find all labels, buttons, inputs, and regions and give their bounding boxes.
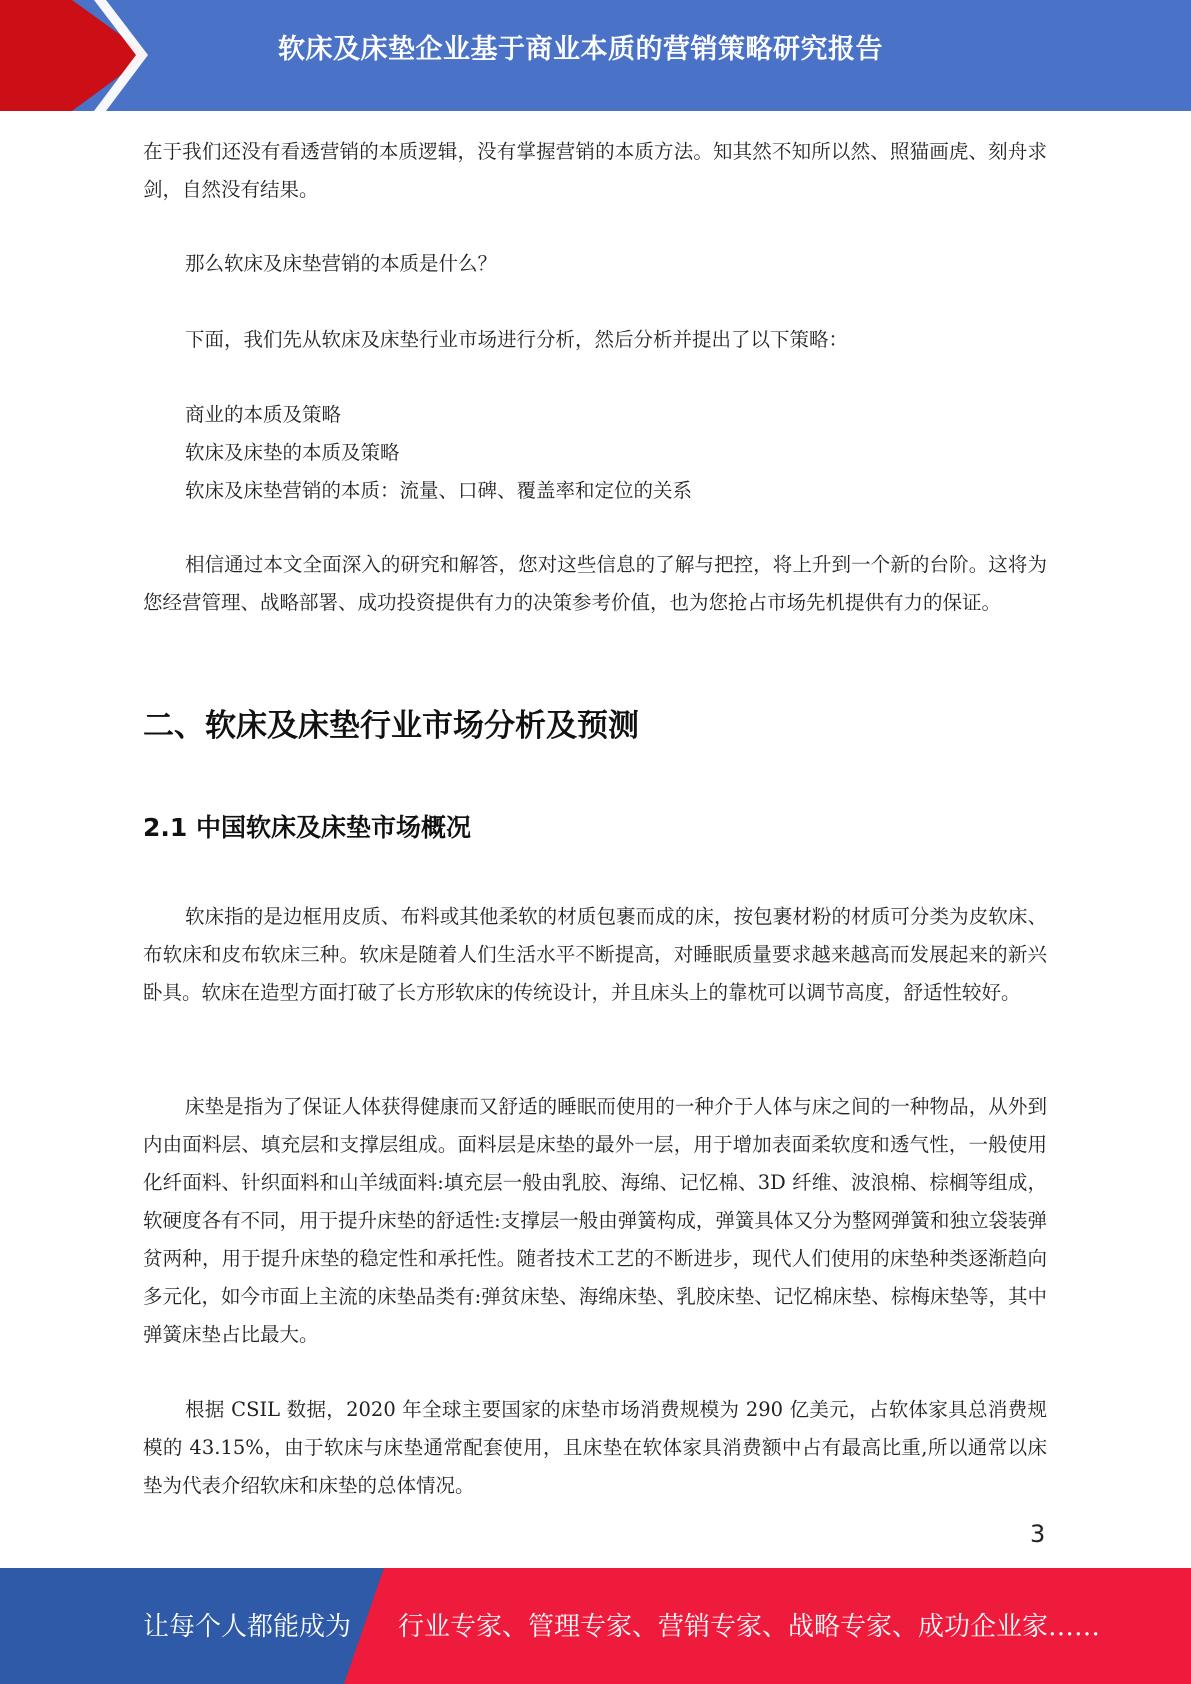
strategy-list-item-2: 软床及床垫的本质及策略 (185, 441, 400, 464)
strategy-list-item-3: 软床及床垫营销的本质：流量、口碑、覆盖率和定位的关系 (185, 479, 693, 502)
soft-bed-paragraph-block (143, 898, 1047, 1012)
page-number: 3 (1030, 1520, 1046, 1548)
page-footer (0, 1568, 1191, 1684)
intro-paragraph-4: 相信通过本文全面深入的研究和解答，您对这些信息的了解与把控，将上升到一个新的台阶。这将为您经营管理、战略部署、成功投资提供有力的决策参考价值，也为您抢占市场先机提供有力的保证。 (143, 553, 1047, 614)
intro-question-block (143, 245, 1047, 283)
section-heading: 二、软床及床垫行业市场分析及预测 (143, 708, 639, 744)
intro-paragraph-3: 下面，我们先从软床及床垫行业市场进行分析，然后分析并提出了以下策略： (185, 328, 849, 351)
page-header (0, 0, 1191, 111)
csil-paragraph-block (143, 1391, 1047, 1505)
section-subheading: 2.1 中国软床及床垫市场概况 (143, 813, 471, 842)
csil-data-paragraph: 根据 CSIL 数据，2020 年全球主要国家的床垫市场消费规模为 290 亿美元，占软体家具总消费规模的 43.15%，由于软床与床垫通常配套使用，且床垫在软体家具消费额中占有最高比重,所以通常以床垫为代表介绍软床和床垫的总体情况。 (143, 1398, 1047, 1497)
footer-slogan-right: 行业专家、管理专家、营销专家、战略专家、成功企业家…… (398, 1612, 1101, 1642)
mattress-paragraph: 床垫是指为了保证人体获得健康而又舒适的睡眠而使用的一种介于人体与床之间的一种物品，从外到内由面料层、填充层和支撑层组成。面料层是床垫的最外一层，用于增加表面柔软度和透气性，一般使用化纤面料、针织面料和山羊绒面料:填充层一般由乳胶、海绵、记忆棉、3D 纤维、波浪棉、棕榈等组成，软硬度各有不同，用于提升床垫的舒适性:支撑层一般由弹簧构成，弹簧具体又分为整网弹簧和独立袋装弹贫两种，用于提升床垫的稳定性和承托性。随者技术工艺的不断进步，现代人们使用的床垫种类逐渐趋向多元化，如今市面上主流的床垫品类有:弹贫床垫、海绵床垫、乳胶床垫、记忆棉床垫、棕梅床垫等，其中弹簧床垫占比最大。 (143, 1095, 1047, 1346)
mattress-paragraph-block (143, 1088, 1047, 1354)
intro-paragraph-1: 在于我们还没有看透营销的本质逻辑，没有掌握营销的本质方法。知其然不知所以然、照猫画虎、刻舟求剑，自然没有结果。 (143, 140, 1047, 201)
strategy-list-item-1: 商业的本质及策略 (185, 403, 342, 426)
intro-lead-block (143, 321, 1047, 359)
header-red-arrow (0, 0, 148, 111)
strategy-list (143, 396, 1047, 510)
intro-closing-block (143, 546, 1047, 622)
intro-paragraph-2: 那么软床及床垫营销的本质是什么？ (185, 252, 498, 275)
footer-slogan-left: 让每个人都能成为 (143, 1612, 352, 1642)
intro-section (143, 133, 1047, 209)
header-title: 软床及床垫企业基于商业本质的营销策略研究报告 (278, 34, 883, 65)
soft-bed-paragraph: 软床指的是边框用皮质、布料或其他柔软的材质包裹而成的床，按包裹材粉的材质可分类为皮软床、布软床和皮布软床三种。软床是随着人们生活水平不断提高，对睡眠质量要求越来越高而发展起来的新兴卧具。软床在造型方面打破了长方形软床的传统设计，并且床头上的靠枕可以调节高度，舒适性较好。 (143, 905, 1047, 1004)
